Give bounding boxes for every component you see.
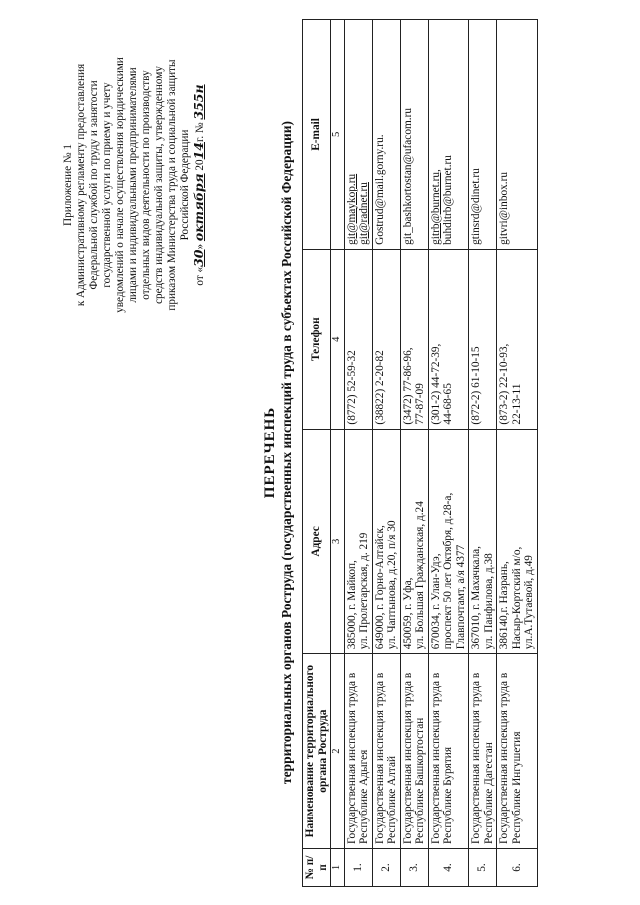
row-name: Государственная инспекция труда в Республике Башкортостан [400,654,428,849]
address-line: ул. Панфилова, д.38 [482,553,495,650]
row-phone [497,249,538,429]
address-line: ул. Пролетарская, д. 219 [358,532,370,650]
appendix-note [62,10,207,360]
appendix-line: отдельных видов деятельности по производству [140,70,152,300]
address-line: ул.А.Тутаевой, д.49 [523,555,535,650]
address-line: Насыр-Кортский м/о, [510,546,523,650]
address-line: 450059, г. Уфа, [401,577,414,650]
row-number: 2. [372,849,400,887]
row-email [344,20,372,250]
row-number: 5. [469,849,497,887]
phone-line: 22-13-11 [510,383,523,425]
appendix-line: государственной услуги по приему и учету [101,82,113,288]
row-email [469,20,497,250]
row-phone [372,249,400,429]
document-title: ПЕРЕЧЕНЬ [262,406,278,499]
document-subtitle: территориальных органов Роструда (государственных инспекций труда в субъектах Российской Федерации) [279,120,294,785]
phone-line: (38822) 2-20-82 [373,350,386,425]
appendix-line: уведомлений о начале осуществления юридическими [114,57,126,313]
row-email [428,20,469,250]
address-line: ул. Чаптынова, д.20, п/я 30 [386,520,398,650]
row-name: Государственная инспекция труда в Республике Бурятия [428,654,469,849]
col-index: 1 [331,849,345,887]
email-text: buhditrb@burnet.ru [442,155,454,245]
email-text: Gostrud@mail.gorny.ru. [373,134,386,245]
row-email [497,20,538,250]
col-header-name: Наименование территориального органа Роструда [303,654,331,849]
phone-line: 44-68-65 [442,383,454,425]
email-text: gitvri@inbox.ru [498,171,510,245]
row-address [372,429,400,654]
row-name: Государственная инспекция труда в Республике Адыгея [344,654,372,849]
row-name: Государственная инспекция труда в Республике Дагестан [469,654,497,849]
phone-line: (301-2) 44-72-39, [429,343,442,425]
appendix-line: средств индивидуальной защиты, утвержденному [153,66,165,304]
row-number: 6. [497,849,538,887]
appendix-line: приказом Министерства труда и социальной защиты [166,59,178,311]
col-header-email: E-mail [303,20,331,250]
phone-line: (8772) 52-59-32 [345,350,358,425]
address-line: ул. Большая Гражданская, д.24 [414,501,426,650]
col-index: 4 [331,249,345,429]
appendix-line: лицами и индивидуальными предпринимателями [127,67,139,303]
address-line: 386140,г. Назрань, [498,561,510,650]
row-name: Государственная инспекция труда в Республике Алтай [372,654,400,849]
address-line: Главпочтамт, а/я 4377 [454,544,467,650]
date-month-handwritten: октября [191,173,206,242]
phone-line: (872-2) 61-10-15 [470,346,482,425]
date-quote: » [194,243,206,250]
row-number: 1. [344,849,372,887]
address-line: 385000, г. Майкоп, [345,560,358,650]
appendix-line: Федеральной службой по труду и занятости [88,80,100,290]
address-line: 367010, г. Махачкала, [470,545,482,650]
table-row [497,20,538,887]
col-index: 5 [331,20,345,250]
appendix-line: Приложение № 1 [62,144,74,226]
date-year-handwritten: 14 [191,142,206,160]
date-prefix: от « [194,266,206,286]
row-phone [469,249,497,429]
row-phone [428,249,469,429]
date-day-handwritten: 30 [191,249,206,267]
row-address [469,429,497,654]
row-number: 4. [428,849,469,887]
email-link[interactable]: gitrb@burnet.ru, [429,169,442,245]
col-header-number: № п/п [303,849,331,887]
phone-line: (873-2) 22-10-93, [498,343,510,425]
row-address [428,429,469,654]
row-phone [400,249,428,429]
address-line: 670034, г. Улан-Удэ, [429,553,442,650]
row-address [344,429,372,654]
table-row [372,20,400,887]
address-line: проспект 50 лет Октября, д.28-а, [442,492,454,650]
email-link[interactable]: git@radnet.ru [358,182,370,245]
date-number-handwritten: 355н [191,84,206,120]
row-name: Государственная инспекция труда в Республике Ингушетия [497,654,538,849]
row-email [372,20,400,250]
row-number: 3. [400,849,428,887]
date-year-prefix: 20 [194,159,206,171]
inspections-table [302,19,538,887]
row-email [400,20,428,250]
col-index: 3 [331,429,345,654]
phone-line: (3472) 77-86-96, [401,347,414,425]
table-row [428,20,469,887]
table-header-row [303,20,331,887]
row-phone [344,249,372,429]
email-link[interactable]: git@maykop.ru [345,173,358,245]
appendix-line: Российской Федерации [179,129,191,241]
email-text: git_bashkortostan@ufacom.ru [401,108,414,245]
appendix-date [192,10,207,360]
col-index: 2 [331,654,345,849]
table-row [469,20,497,887]
col-header-address: Адрес [303,429,331,654]
phone-line: 77-87-09 [414,383,426,425]
column-index-row [331,20,345,887]
appendix-line: к Административному регламенту предоставления [75,63,87,307]
row-address [400,429,428,654]
table-row [400,20,428,887]
date-number-prefix: г. № [194,122,206,142]
row-address [497,429,538,654]
col-header-phone: Телефон [303,249,331,429]
address-line: 649000, г. Горно-Алтайск, [373,525,386,650]
email-text: gtinsrd@dinet.ru [470,168,482,245]
table-row [344,20,372,887]
